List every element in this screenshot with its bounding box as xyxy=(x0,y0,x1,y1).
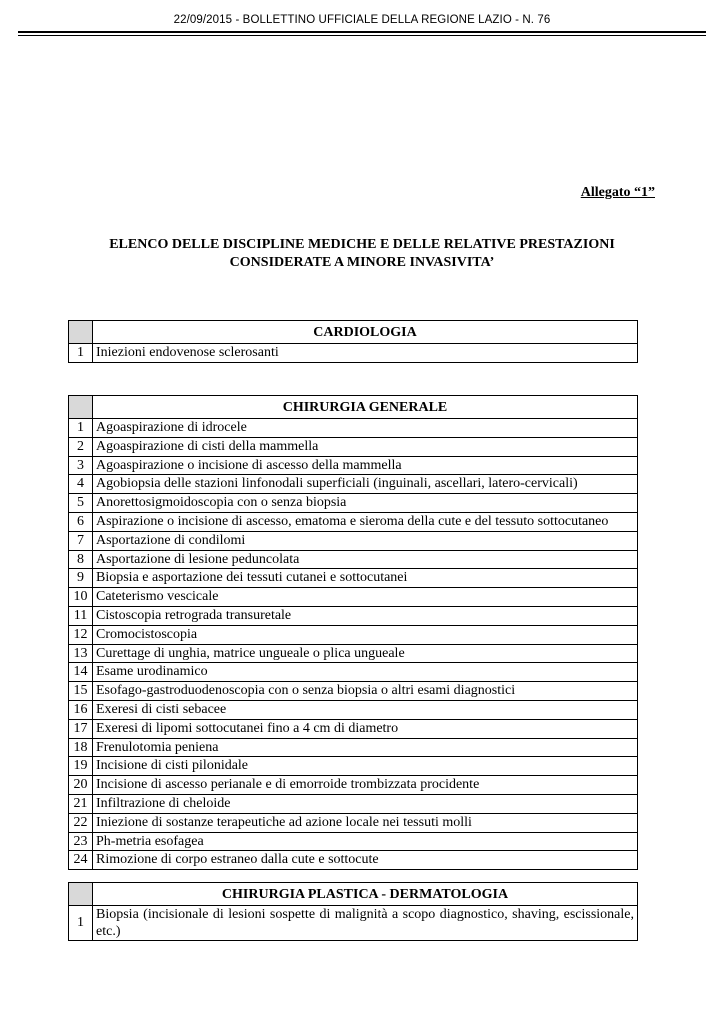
table-row xyxy=(69,719,638,738)
document-title-line-1: ELENCO DELLE DISCIPLINE MEDICHE E DELLE RELATIVE PRESTAZIONI xyxy=(109,237,615,252)
procedure-name: Curettage di unghia, matrice ungueale o plica ungueale xyxy=(93,644,638,663)
table-header-row xyxy=(69,321,638,344)
procedure-name: Cromocistoscopia xyxy=(93,625,638,644)
procedure-name: Infiltrazione di cheloide xyxy=(93,794,638,813)
section-heading-cardiologia: CARDIOLOGIA xyxy=(93,321,638,344)
procedure-name: Asportazione di condilomi xyxy=(93,531,638,550)
header-rule-thin xyxy=(18,35,706,36)
row-number: 1 xyxy=(69,419,93,438)
procedure-name: Biopsia (incisionale di lesioni sospette di malignità a scopo diagnostico, shaving, escissionale, etc.) xyxy=(93,906,638,941)
table-row xyxy=(69,682,638,701)
row-number: 6 xyxy=(69,512,93,531)
procedure-name: Exeresi di cisti sebacee xyxy=(93,700,638,719)
row-number: 24 xyxy=(69,851,93,870)
row-number: 23 xyxy=(69,832,93,851)
table-row xyxy=(69,906,638,941)
procedure-name: Esame urodinamico xyxy=(93,663,638,682)
table-row xyxy=(69,531,638,550)
table-row xyxy=(69,569,638,588)
row-number: 12 xyxy=(69,625,93,644)
table-row xyxy=(69,344,638,363)
procedure-name: Ph-metria esofagea xyxy=(93,832,638,851)
section-heading-chirurgia-plastica: CHIRURGIA PLASTICA - DERMATOLOGIA xyxy=(93,883,638,906)
table-row xyxy=(69,644,638,663)
row-number: 16 xyxy=(69,700,93,719)
header-rule-thick xyxy=(18,31,706,33)
row-number: 21 xyxy=(69,794,93,813)
row-number: 3 xyxy=(69,456,93,475)
document-title xyxy=(0,236,724,272)
table-row xyxy=(69,700,638,719)
table-row xyxy=(69,419,638,438)
procedure-name: Exeresi di lipomi sottocutanei fino a 4 cm di diametro xyxy=(93,719,638,738)
table-chirurgia-plastica-dermatologia xyxy=(68,882,638,941)
table-cardiologia xyxy=(68,320,638,363)
table-row xyxy=(69,813,638,832)
table-header-row xyxy=(69,396,638,419)
allegato-label: Allegato “1” xyxy=(580,185,655,200)
table-row xyxy=(69,794,638,813)
procedure-name: Incisione di ascesso perianale e di emorroide trombizzata procidente xyxy=(93,776,638,795)
row-number: 22 xyxy=(69,813,93,832)
table-row xyxy=(69,606,638,625)
table-row xyxy=(69,550,638,569)
row-number: 19 xyxy=(69,757,93,776)
table-row xyxy=(69,588,638,607)
row-number: 1 xyxy=(69,906,93,941)
row-number: 2 xyxy=(69,437,93,456)
procedure-name: Cistoscopia retrograda transuretale xyxy=(93,606,638,625)
table-header-row xyxy=(69,883,638,906)
procedure-name: Rimozione di corpo estraneo dalla cute e sottocute xyxy=(93,851,638,870)
table-row xyxy=(69,475,638,494)
row-number: 11 xyxy=(69,606,93,625)
procedure-name: Anorettosigmoidoscopia con o senza biopsia xyxy=(93,494,638,513)
row-number: 14 xyxy=(69,663,93,682)
page-header: 22/09/2015 - BOLLETTINO UFFICIALE DELLA REGIONE LAZIO - N. 76 xyxy=(173,14,551,26)
table-row xyxy=(69,437,638,456)
rows-chirurgia-generale xyxy=(69,419,638,870)
row-number: 5 xyxy=(69,494,93,513)
rows-chirurgia-plastica xyxy=(69,906,638,941)
procedure-name: Iniezioni endovenose sclerosanti xyxy=(93,344,638,363)
procedure-name: Aspirazione o incisione di ascesso, ematoma e sieroma della cute e del tessuto sottocutaneo xyxy=(93,512,638,531)
table-row xyxy=(69,663,638,682)
table-row xyxy=(69,456,638,475)
table-row xyxy=(69,738,638,757)
procedure-name: Asportazione di lesione peduncolata xyxy=(93,550,638,569)
row-number: 13 xyxy=(69,644,93,663)
table-row xyxy=(69,512,638,531)
table-chirurgia-generale xyxy=(68,395,638,870)
row-number: 4 xyxy=(69,475,93,494)
row-number: 1 xyxy=(69,344,93,363)
row-number: 17 xyxy=(69,719,93,738)
header-number-cell xyxy=(69,396,93,419)
procedure-name: Iniezione di sostanze terapeutiche ad azione locale nei tessuti molli xyxy=(93,813,638,832)
header-number-cell xyxy=(69,883,93,906)
row-number: 7 xyxy=(69,531,93,550)
row-number: 9 xyxy=(69,569,93,588)
section-heading-chirurgia-generale: CHIRURGIA GENERALE xyxy=(93,396,638,419)
rows-cardiologia xyxy=(69,344,638,363)
table-row xyxy=(69,851,638,870)
row-number: 18 xyxy=(69,738,93,757)
table-row xyxy=(69,625,638,644)
row-number: 10 xyxy=(69,588,93,607)
procedure-name: Agobiopsia delle stazioni linfonodali superficiali (inguinali, ascellari, latero-cervicali) xyxy=(93,475,638,494)
procedure-name: Biopsia e asportazione dei tessuti cutanei e sottocutanei xyxy=(93,569,638,588)
procedure-name: Esofago-gastroduodenoscopia con o senza biopsia o altri esami diagnostici xyxy=(93,682,638,701)
table-row xyxy=(69,494,638,513)
table-row xyxy=(69,757,638,776)
document-title-line-2: CONSIDERATE A MINORE INVASIVITA’ xyxy=(229,255,495,270)
table-row xyxy=(69,832,638,851)
row-number: 20 xyxy=(69,776,93,795)
procedure-name: Incisione di cisti pilonidale xyxy=(93,757,638,776)
header-number-cell xyxy=(69,321,93,344)
procedure-name: Agoaspirazione o incisione di ascesso della mammella xyxy=(93,456,638,475)
procedure-name: Agoaspirazione di cisti della mammella xyxy=(93,437,638,456)
table-row xyxy=(69,776,638,795)
row-number: 15 xyxy=(69,682,93,701)
procedure-name: Frenulotomia peniena xyxy=(93,738,638,757)
procedure-name: Cateterismo vescicale xyxy=(93,588,638,607)
row-number: 8 xyxy=(69,550,93,569)
procedure-name: Agoaspirazione di idrocele xyxy=(93,419,638,438)
